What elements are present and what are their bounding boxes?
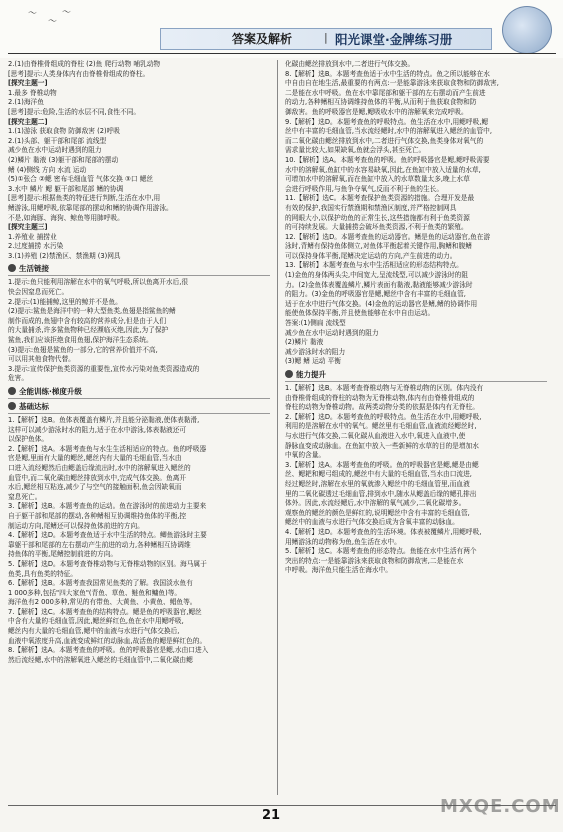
text-line: 2.【解析】选A。本题考查鱼与水生生活相适应的特点。鱼的呼吸器 — [8, 444, 207, 453]
text-line: 3.【解析】选B。本题考查鱼的运动。鱼在游泳时的前进动力主要来 — [8, 502, 207, 511]
header-left-title: 答案及解析 — [232, 32, 293, 46]
text-line: 3.【解析】选A。本题考查鱼的呼吸。鱼的呼吸器官是鳃,鳃是由鳃 — [285, 460, 479, 469]
text-line: 中自由自在地生活,最重要的有两点:一是能靠游泳来获取食物和防御敌害, — [285, 79, 499, 88]
text-line: 血管中,而二氧化碳由鳃丝排放到水中,完成气体交换。鱼离开 — [8, 473, 187, 482]
text-line: 适于在水中进行气体交换。(4)金鱼的运动器官是鳍,鳍的协调作用 — [285, 299, 478, 308]
page-number: 21 — [262, 808, 281, 823]
text-line: 2.(1)头部、躯干部和尾部 流线型 — [8, 136, 107, 145]
text-line: 以保护鱼体。 — [8, 435, 49, 444]
text-line: 可以用其他食物代替。 — [8, 355, 75, 364]
text-line: [思考]提示:人类身体内有由脊椎骨组成的脊柱。 — [8, 69, 150, 78]
text-line: 中呼吸。海洋鱼只能生活在海水中。 — [285, 566, 392, 575]
text-line: 口进入流经鳃然后由鳃盖后缘流出时,水中的溶解氧进入鳃丝的 — [8, 463, 191, 472]
right-column — [285, 60, 547, 795]
header-separator: | — [324, 31, 328, 44]
text-line: 3.(1)养殖 (2)禁渔区、禁渔期 (3)网具 — [8, 251, 121, 260]
text-line: 丝、鳃耙和鳃弓组成的,鳃丝中有大量的毛细血管,当水由口流进, — [285, 470, 472, 479]
text-line: [思考]提示:危险,生活的水层不同,食性不同。 — [8, 107, 141, 116]
text-line: 4.【解析】选D。本题考查鱼的生活环境。体表被覆鳞片,用鳃呼吸, — [285, 527, 482, 536]
text-line: 8.【解析】选A。本题考查鱼的呼吸。鱼的呼吸器官是鳃,水由口进入 — [8, 646, 209, 655]
text-line: 的可持续发展。大量捕捞会破坏鱼类资源,不利于鱼类的繁殖。 — [285, 223, 468, 232]
text-line: (3)鳃 鳍 运动 平衡 — [285, 357, 341, 366]
logo-icon — [502, 6, 552, 54]
bird-icon: 〜 — [48, 17, 58, 27]
text-line: 2.(1)由脊椎骨组成的脊柱 (2)鱼 爬行动物 哺乳动物 — [8, 60, 161, 68]
text-line: 需求量比较大,如果缺氧,鱼就会浮头,甚至死亡。 — [285, 146, 426, 155]
section-heading — [8, 263, 270, 276]
text-line: 12.【解析】选D。本题考查鱼的运动器官。鳍是鱼的运动器官,鱼在游 — [285, 232, 491, 241]
text-line: 2.提示:(1)能捕鲸,这里的鲸并不是鱼。 — [8, 297, 122, 306]
section-heading-text: 能力提升 — [296, 370, 326, 379]
text-line: 海洋鱼有2 000多种,常见的有带鱼、大黄鱼、小黄鱼、鲳鱼等。 — [8, 598, 197, 607]
text-line: 13.【解析】本题考查鱼与水中生活相适应的形态结构特点。 — [285, 261, 463, 270]
text-line: 中氧的含量。 — [285, 451, 326, 460]
text-line: 制运动方向,尾鳍还可以保持鱼体前进的方向。 — [8, 521, 144, 530]
text-line: 3.水中 鳞片 鳃 躯干部和尾部 鳍的协调 — [8, 184, 124, 193]
text-line: 有效的保护,我国实行禁渔期和禁渔区制度,并严格控制网具 — [285, 203, 457, 212]
text-line: 4.【解析】选D。本题考查鱼适于水中生活的特点。鲫鱼游泳时主要 — [8, 531, 207, 540]
text-line: 的阻力。(3)金鱼的呼吸器官是鳃,鳃丝中含有丰富的毛细血管, — [285, 290, 466, 299]
text-line: 与水进行气体交换,二氧化碳从血液进入水中,氧进入血液中,使 — [285, 431, 466, 440]
text-line: 力。(2)金鱼体表覆盖鳞片,鳞片表面有黏液,黏液能够减少游泳时 — [285, 280, 473, 289]
text-line: (5)①张合 ②鳃 密布毛细血管 气体交换 ③口 鳃丝 — [8, 175, 154, 184]
text-line: 11.【解析】选C。本题考查保护鱼类资源的措施。合理开发是最 — [285, 194, 475, 203]
text-line: 利用的是溶解在水中的氧气。鳃丝里有毛细血管,血液流经鳃丝时, — [285, 422, 477, 431]
section-bullet-icon — [8, 387, 16, 395]
bird-icon: 〜 — [28, 9, 38, 19]
text-line: 7.【解析】选C。本题考查鱼的结构特点。鳃是鱼的呼吸器官,鳃丝 — [8, 607, 202, 616]
text-line: 危害。 — [8, 374, 29, 383]
watermark: MXQE.COM — [440, 796, 561, 817]
text-line: 2.过度捕捞 水污染 — [8, 242, 64, 251]
page-header — [0, 0, 563, 58]
text-line: 1.(1)游泳 获取食物 防御敌害 (2)呼吸 — [8, 127, 120, 136]
text-line: 1.【解析】选B。鱼体表覆盖有鳞片,并且能分泌黏液,使体表黏滑, — [8, 416, 200, 424]
text-line: 水中的溶解氧,鱼缸中的水容易缺氧,因此,在鱼缸中放入适量的水草, — [285, 165, 481, 174]
header-rule — [8, 53, 556, 54]
text-line: 1 000多种,包括"四大家鱼"(青鱼、草鱼、鲢鱼和鳙鱼)等。 — [8, 588, 182, 597]
left-column — [8, 60, 270, 795]
text-line: 鳍 (4)侧线 方向 水流 运动 — [8, 165, 87, 174]
text-line: 用鳍游泳的动物称为鱼,鱼生活在水中。 — [285, 537, 401, 546]
text-line: 能使鱼体保持平衡,并且使鱼能够在水中自由运动。 — [285, 309, 435, 318]
text-line: 的网眼大小,以保护幼鱼的正常生长,这些措施都有利于鱼类资源 — [285, 213, 470, 222]
section-heading-text: 基础达标 — [19, 402, 49, 411]
text-line: 5.【解析】选C。本题考查鱼的形态特点。鱼能在水中生活有两个 — [285, 547, 477, 556]
text-line: 官是鳃,里面有大量的鳃丝,鳃丝内有大量的毛细血管,当水由 — [8, 454, 182, 463]
text-line: 这样可以减少游泳时水的阻力,适于在水中游泳,体表黏液还可 — [8, 425, 187, 434]
text-line: 鱼类,具有鱼类的特征。 — [8, 569, 77, 578]
text-line: 会进行呼吸作用,与鱼争夺氧气,反而不利于鱼的生长。 — [285, 184, 444, 193]
text-line: 可增加水中的溶解氧,而在鱼缸中放入的水草数量太多,晚上水草 — [285, 175, 470, 184]
text-line: 而二氧化碳由鳃丝排放到水中,二者进行气体交换,鱼类身体对氧气的 — [285, 136, 484, 145]
section-heading-text: 全能训练·梯度升级 — [19, 387, 82, 396]
text-line: [思考]提示:根据鱼类的特征进行判断,生活在水中,用 — [8, 194, 161, 203]
text-line: 答案:(1)侧扁 流线型 — [285, 319, 346, 328]
text-line: 减少游泳时水的阻力 — [285, 347, 346, 356]
text-line: 鲨鱼,我们应该拒绝食用鱼翅,保护海洋生态系统。 — [8, 336, 153, 345]
text-line: 窒息死亡。 — [8, 492, 42, 501]
text-line: [探究主题一] — [8, 79, 48, 88]
text-line: 不是,如海豚、海狗、鲸鱼等用肺呼吸。 — [8, 213, 124, 222]
text-line: 5.【解析】选D。本题考查脊椎动物与无脊椎动物的区别。海马属于 — [8, 559, 207, 568]
section-bullet-icon — [285, 370, 293, 378]
text-line: 1.提示:鱼只能利用溶解在水中的氧气呼吸,所以鱼离开水后,很 — [8, 278, 189, 287]
text-line: 2.(1)海洋鱼 — [8, 98, 44, 107]
text-line: 6.【解析】选B。本题考查我国常见鱼类的了解。我国淡水鱼有 — [8, 579, 193, 588]
bird-icon: 〜 — [62, 8, 72, 18]
text-line: 的大量捕杀,许多鲨鱼物种已经濒临灭绝,因此,为了保护 — [8, 326, 169, 335]
text-line: 2.【解析】选D。本题考查鱼的呼吸特点。鱼生活在水中,用鳃呼吸, — [285, 412, 482, 421]
text-line: 靠躯干部和尾部的左右摆动产生前进的动力,各种鳍相互协调维 — [8, 540, 191, 549]
text-line: 自于躯干部和尾部的摆动,各种鳍相互协调维持鱼体的平衡,控 — [8, 511, 187, 520]
text-line: 3.提示:宣传保护鱼类资源的重要性,宣传水污染对鱼类资源造成的 — [8, 364, 200, 373]
text-line: 泳时,背鳍有保持鱼体侧立,对鱼体平衡起着关键作用,胸鳍和腹鳍 — [285, 242, 472, 251]
text-line: 丝中有丰富的毛细血管,当水流经鳃时,水中的溶解氧进入鳃丝的血管中, — [285, 127, 492, 136]
text-line: 静脉血变成动脉血。在鱼缸中放入一些新鲜的水草的目的是增加水 — [285, 441, 479, 450]
text-line: 10.【解析】选A。本题考查鱼的呼吸。鱼的呼吸器官是鳃,鳃呼吸需要 — [285, 155, 490, 164]
text-line: 鳃丝中的血液与水进行气体交换后成为含氧丰富的动脉血。 — [285, 518, 459, 527]
text-line: 血液中氧浓度升高,血液变成鲜红的动脉血,故活鱼的鳃是鲜红色的。 — [8, 636, 207, 645]
text-line: 9.【解析】选D。本题考查鱼的呼吸特点。鱼生活在水中,用鳃呼吸,鳃 — [285, 117, 489, 126]
section-heading — [8, 386, 270, 399]
text-line: 可以保持身体平衡,尾鳍决定运动的方向,产生前进的动力。 — [285, 251, 457, 260]
header-right-title: 阳光课堂·金牌练习册 — [335, 32, 453, 47]
text-line: 里的二氧化碳透过毛细血管,排到水中,随水从鳃盖后缘的鳃孔排出 — [285, 489, 477, 498]
text-line: 体外。因此,水流经鳃后,水中溶解的氧气减少,二氧化碳增多。 — [285, 499, 466, 508]
text-line: 脊柱的动物为脊椎动物。故两类动物分类的依据是体内有无脊柱。 — [285, 403, 479, 412]
text-line: 快会因窒息而死亡。 — [8, 288, 69, 297]
text-line: 由脊椎骨组成的脊柱的动物为无脊椎动物,体内有由脊椎骨组成的 — [285, 393, 475, 402]
section-heading — [8, 401, 270, 414]
text-line: 御敌害。鱼的呼吸器官是鳃,鳃吸收水中的溶解氧来完成呼吸。 — [285, 107, 468, 116]
text-line: 8.【解析】选B。本题考查鱼适于水中生活的特点。鱼之所以能够在水 — [285, 69, 490, 78]
text-line: (1)金鱼的身体两头尖,中间宽大,呈流线型,可以减少游泳时的阻 — [285, 271, 469, 280]
text-line: 水后,鳃丝相互粘连,减少了与空气的接触面积,鱼会因缺氧而 — [8, 483, 182, 492]
text-line: 的动力,各种鳍相互协调维持鱼体的平衡,从而利于鱼获取食物和防 — [285, 98, 477, 107]
section-bullet-icon — [8, 264, 16, 272]
text-line: 中含有大量的毛细血管,因此,鳃丝鲜红色,鱼在水中用鳃呼吸, — [8, 617, 184, 626]
text-line: 观察鱼的鳃丝的颜色是鲜红的,说明鳃丝中含有丰富的毛细血管, — [285, 508, 470, 517]
text-line: 鳃丝内有大量的毛细血管,鳃中的血液与水进行气体交换后, — [8, 627, 180, 636]
text-line: 1.【解析】选B。本题考查脊椎动物与无脊椎动物的区别。体内没有 — [285, 384, 484, 392]
text-line: 减少鱼在水中运动时遇到的阻力 — [8, 146, 102, 155]
text-line: 1.最多 脊椎动物 — [8, 88, 57, 97]
section-heading-text: 生活链接 — [19, 264, 49, 274]
text-line: 持鱼体的平衡,尾鳍控制前进的方向。 — [8, 550, 118, 559]
text-line: (2)鳞片 黏液 — [285, 338, 324, 347]
text-line: 二是能在水中呼吸。鱼在水中靠尾部和躯干部的左右摆动而产生前进 — [285, 88, 486, 97]
text-line: 突出的特点:一是能靠游泳来获取食物和防御敌害,二是能在水 — [285, 556, 464, 565]
text-line: 经过鳃丝时,溶解在水里的氧就渗入鳃丝中的毛细血管里,而血液 — [285, 479, 470, 488]
column-divider — [277, 60, 278, 795]
text-line: (3)提示:鱼翅是鲨鱼的一部分,它的营养价值并不高, — [8, 345, 158, 354]
text-line: 鳍游泳,用鳃呼吸,依靠尾部的摆动和鳍的协调作用游泳。 — [8, 203, 173, 212]
text-line: [探究主题二] — [8, 117, 48, 126]
text-line: 减少鱼在水中运动时遇到的阻力 — [285, 328, 379, 337]
text-line: 1.养殖业 捕捞业 — [8, 232, 57, 241]
section-heading — [285, 369, 547, 382]
text-line: 化碳由鳃丝排放到水中,二者进行气体交换。 — [285, 60, 415, 68]
text-line: (2)提示:鲨鱼是海洋中的一种大型鱼类,鱼翅是指鲨鱼的鳍 — [8, 307, 176, 316]
text-line: [探究主题三] — [8, 223, 48, 232]
section-bullet-icon — [8, 402, 16, 410]
text-line: 然后流经鳃,水中的溶解氧进入鳃丝的毛细血管中,二氧化碳由鳃 — [8, 655, 193, 664]
text-line: (2)鳞片 黏液 (3)躯干部和尾部的摆动 — [8, 155, 119, 164]
text-line: 制作而成的,鱼翅中含有较高的营养成分,但是由于人们 — [8, 316, 167, 325]
